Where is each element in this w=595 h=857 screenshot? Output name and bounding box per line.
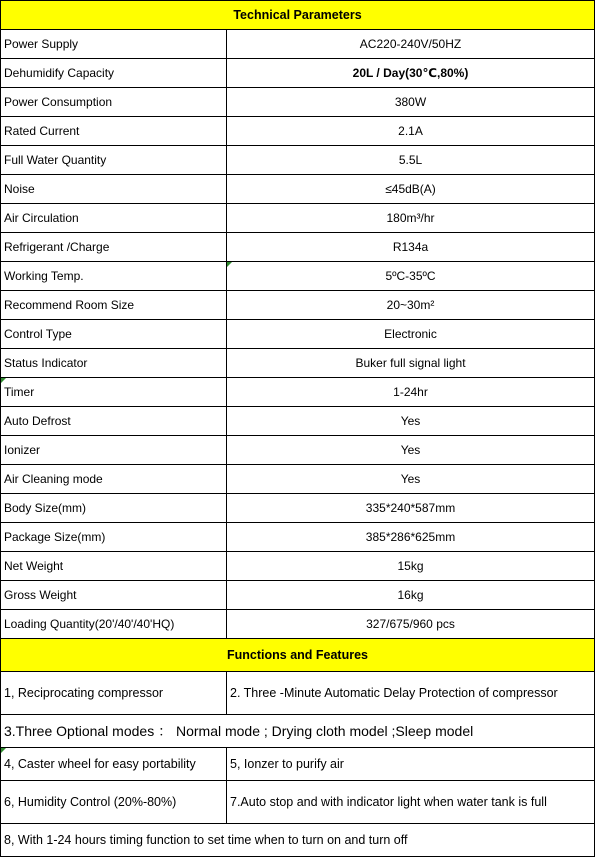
parameter-row — [1, 320, 595, 349]
parameter-row — [1, 610, 595, 639]
parameter-label: Auto Defrost — [1, 407, 227, 436]
parameter-label: Air Cleaning mode — [1, 465, 227, 494]
parameter-label: Gross Weight — [1, 581, 227, 610]
parameter-value: 16kg — [227, 581, 595, 610]
parameter-value: 1-24hr — [227, 378, 595, 407]
parameter-label: Package Size(mm) — [1, 523, 227, 552]
parameter-value: 335*240*587mm — [227, 494, 595, 523]
parameter-label: Dehumidify Capacity — [1, 59, 227, 88]
parameter-row — [1, 436, 595, 465]
parameter-row — [1, 233, 595, 262]
technical-parameters-header: Technical Parameters — [1, 1, 595, 30]
parameter-value: Yes — [227, 436, 595, 465]
feature-5: 5, Ionzer to purify air — [227, 748, 595, 781]
feature-4: 4, Caster wheel for easy portability — [1, 748, 227, 781]
parameter-value: Buker full signal light — [227, 349, 595, 378]
parameter-label: Ionizer — [1, 436, 227, 465]
parameter-value: R134a — [227, 233, 595, 262]
parameter-row — [1, 117, 595, 146]
parameter-row — [1, 523, 595, 552]
parameter-row — [1, 407, 595, 436]
feature-6: 6, Humidity Control (20%-80%) — [1, 781, 227, 824]
parameter-row — [1, 552, 595, 581]
parameter-row — [1, 88, 595, 117]
parameter-label: Refrigerant /Charge — [1, 233, 227, 262]
parameter-value: 385*286*625mm — [227, 523, 595, 552]
feature-2: 2. Three -Minute Automatic Delay Protection of compressor — [227, 672, 595, 715]
parameter-row — [1, 494, 595, 523]
parameter-value: 20~30m² — [227, 291, 595, 320]
parameter-row — [1, 291, 595, 320]
parameter-label: Noise — [1, 175, 227, 204]
parameter-value: 180m³/hr — [227, 204, 595, 233]
parameter-label: Timer — [1, 378, 227, 407]
parameters-list — [1, 30, 595, 639]
parameter-value: ≤45dB(A) — [227, 175, 595, 204]
parameter-value: 380W — [227, 88, 595, 117]
parameter-label: Air Circulation — [1, 204, 227, 233]
parameter-row — [1, 349, 595, 378]
parameter-value: 15kg — [227, 552, 595, 581]
feature-8: 8, With 1-24 hours timing function to set time when to turn on and turn off — [1, 824, 595, 857]
feature-1: 1, Reciprocating compressor — [1, 672, 227, 715]
parameter-label: Full Water Quantity — [1, 146, 227, 175]
parameter-row — [1, 465, 595, 494]
parameter-label: Power Consumption — [1, 88, 227, 117]
parameter-value: Yes — [227, 465, 595, 494]
parameter-value: 5ºC-35ºC — [227, 262, 595, 291]
parameter-value: 327/675/960 pcs — [227, 610, 595, 639]
parameter-label: Power Supply — [1, 30, 227, 59]
parameter-row — [1, 378, 595, 407]
feature-3: 3.Three Optional modes ： Normal mode ; Drying cloth model ;Sleep model — [1, 715, 595, 748]
parameter-label: Working Temp. — [1, 262, 227, 291]
parameter-label: Rated Current — [1, 117, 227, 146]
parameter-value: 2.1A — [227, 117, 595, 146]
parameter-value: Yes — [227, 407, 595, 436]
parameter-row — [1, 204, 595, 233]
functions-features-header: Functions and Features — [1, 639, 595, 672]
parameter-label: Status Indicator — [1, 349, 227, 378]
parameter-value: Electronic — [227, 320, 595, 349]
parameter-value: 5.5L — [227, 146, 595, 175]
parameter-label: Loading Quantity(20'/40'/40'HQ) — [1, 610, 227, 639]
parameter-label: Net Weight — [1, 552, 227, 581]
parameter-row — [1, 581, 595, 610]
parameter-label: Control Type — [1, 320, 227, 349]
feature-7: 7.Auto stop and with indicator light when water tank is full — [227, 781, 595, 824]
parameter-row — [1, 59, 595, 88]
parameter-label: Recommend Room Size — [1, 291, 227, 320]
parameter-value: AC220-240V/50HZ — [227, 30, 595, 59]
parameter-row — [1, 146, 595, 175]
parameter-label: Body Size(mm) — [1, 494, 227, 523]
parameter-row — [1, 262, 595, 291]
parameter-value: 20L / Day(30℃,80%) — [227, 59, 595, 88]
parameter-row — [1, 30, 595, 59]
parameter-row — [1, 175, 595, 204]
